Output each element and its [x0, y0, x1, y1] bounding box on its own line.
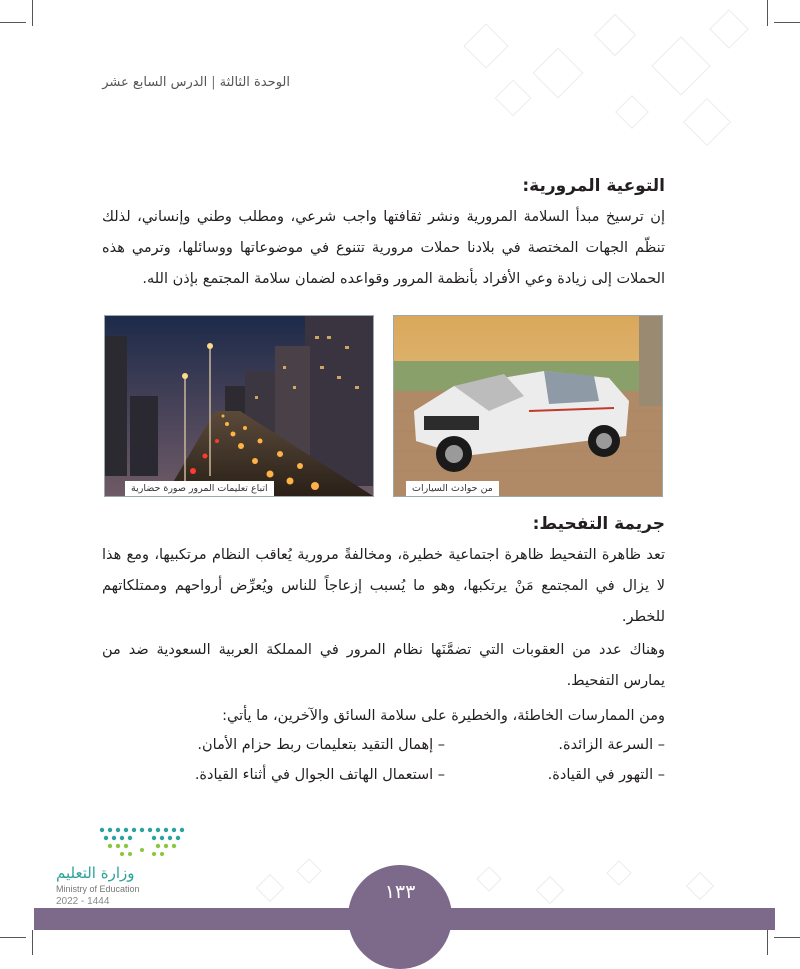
section-title-traffic-awareness: التوعية المرورية: — [522, 176, 665, 196]
decor-square — [533, 48, 584, 99]
crop-mark — [767, 0, 768, 26]
drifting-paragraph: تعد ظاهرة التفحيط ظاهرة اجتماعية خطيرة، ومخالفةً مرورية يُعاقب النظام مرتكبيها، ومع هذا لا يزال في المجتمع مَنْ يرتكبها، وهو ما يُسبب إزعاجاً للناس ويُعرِّض أرواحهم وممتلكاتهم للخطر. — [102, 547, 665, 625]
decor-square — [495, 80, 532, 117]
photo-caption-right: من حوادث السيارات — [406, 481, 499, 496]
car-accident-photo — [393, 315, 663, 497]
page-number: ١٣٣ — [384, 881, 416, 903]
penalties-paragraph: وهناك عدد من العقوبات التي تضمَّنَها نظام المرور في المملكة العربية السعودية ضد من يمارس التفحيط. — [102, 642, 665, 689]
traffic-night-photo — [104, 315, 374, 497]
practice-item: – التهور في القيادة. — [547, 767, 665, 783]
crop-mark — [32, 0, 33, 26]
decor-square — [256, 874, 284, 902]
ministry-dots-icon — [56, 824, 196, 864]
crop-mark — [0, 22, 26, 23]
header-separator: | — [211, 75, 216, 90]
practices-intro: ومن الممارسات الخاطئة، والخطيرة على سلامة السائق والآخرين، ما يأتي: — [222, 708, 665, 724]
decor-square — [606, 860, 631, 885]
practice-item: – استعمال الهاتف الجوال في أثناء القيادة. — [194, 767, 445, 783]
lesson-label: الدرس السابع عشر — [102, 75, 208, 90]
traffic-awareness-paragraph: إن ترسيخ مبدأ السلامة المرورية ونشر ثقافتها واجب شرعي، ومطلب وطني وإنساني، لذلك تنظّم الجهات المختصة في بلادنا حملات مرورية تتنوع في موضوعاتها ووسائلها، وترمي هذه الحملات إلى زيادة وعي الأفراد بأنظمة المرور وقواعده لضمان سلامة المجتمع بإذن الله. — [102, 209, 665, 287]
decor-square — [594, 14, 636, 56]
crop-mark — [0, 937, 26, 938]
practice-item: – السرعة الزائدة. — [558, 737, 665, 753]
edition-year: 2022 - 1444 — [56, 896, 110, 907]
section-title-drifting-crime: جريمة التفحيط: — [532, 514, 665, 534]
wrecked-car-illustration — [394, 316, 662, 496]
city-traffic-illustration — [105, 316, 373, 496]
ministry-name-ar: وزارة التعليم — [56, 864, 135, 882]
crop-mark — [774, 937, 800, 938]
unit-label: الوحدة الثالثة — [219, 75, 290, 90]
decor-square — [651, 36, 710, 95]
ministry-name-en: Ministry of Education — [56, 884, 140, 894]
ministry-logo — [56, 824, 206, 909]
footer-bar — [34, 908, 775, 930]
decor-square — [296, 858, 321, 883]
crop-mark — [32, 930, 33, 955]
running-header — [100, 75, 290, 97]
decor-square — [683, 98, 731, 146]
decor-square — [463, 23, 508, 68]
crop-mark — [774, 22, 800, 23]
decor-square — [615, 95, 649, 129]
crop-mark — [767, 930, 768, 955]
decor-square — [709, 9, 749, 49]
decor-square — [686, 872, 714, 900]
decor-square — [536, 876, 564, 904]
decor-square — [476, 866, 501, 891]
photo-caption-left: اتباع تعليمات المرور صورة حضارية — [125, 481, 274, 496]
practice-item: – إهمال التقيد بتعليمات ربط حزام الأمان. — [197, 737, 445, 753]
